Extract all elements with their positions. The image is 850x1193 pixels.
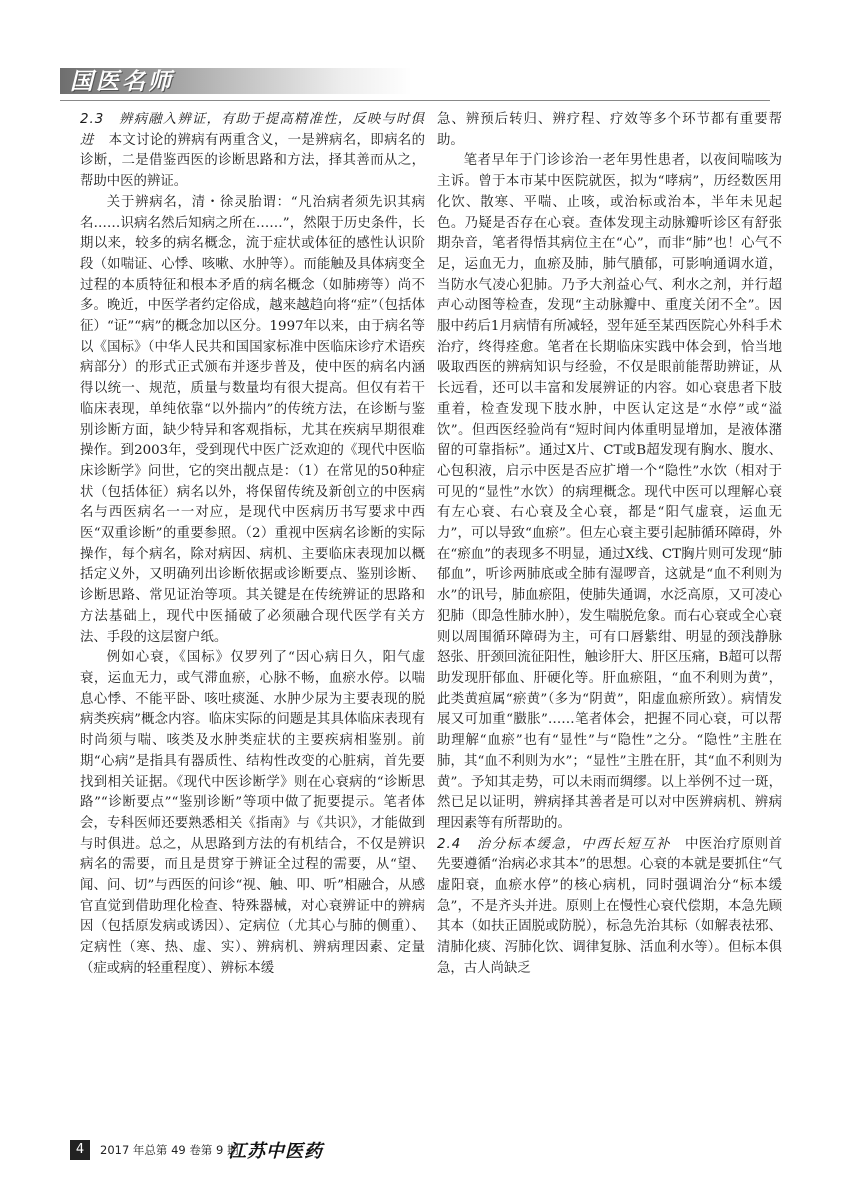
paragraph-2-3 [80, 110, 425, 193]
section-title: 国医名师 [70, 69, 174, 95]
page-number: 4 [70, 1140, 90, 1160]
section-2-3-heading: 2.3 辨病融入辨证，有助于提高精准性，反映与时俱进 [80, 112, 425, 148]
right-column [437, 110, 782, 980]
paragraph: 笔者早年于门诊诊治一老年男性患者，以夜间喘咳为主诉。曾于本市某中医院就医，拟为“哮病”，历经数医用化饮、散寒、平喘、止咳，或治标或治本，半年未见起色。乃疑是否存在心衰。查体发现主动脉瓣听诊区有舒张期杂音，笔者得悟其病位主在“心”，而非“肺”也！心气不足，运血无力，血瘀及肺，肺气膹郁，可影响通调水道，当防水气凌心犯肺。乃予大剂益心气、利水之剂，并行超声心动图等检查，发现“主动脉瓣中、重度关闭不全”。因服中药后1月病情有所减轻，翌年延至某西医院心外科手术治疗，终得痊愈。笔者在长期临床实践中体会到，恰当地吸取西医的辨病知识与经验，不仅是眼前能帮助辨证，从长远看，还可以丰富和发展辨证的内容。如心衰患者下肢重着，检查发现下肢水肿，中医认定这是“水停”或“溢饮”。但西医经验尚有“短时间内体重明显增加，是液体潴留的可靠指标”。通过X片、CT或B超发现有胸水、腹水、心包积液，启示中医是否应扩增一个“隐性”水饮（相对于可见的“显性”水饮）的病理概念。现代中医可以理解心衰有左心衰、右心衰及全心衰，都是“阳气虚衰，运血无力”，可以导致“血瘀”。但左心衰主要引起肺循环障碍，外在“瘀血”的表现多不明显，通过X线、CT胸片则可发现“肺郁血”，听诊两肺底或全肺有湿啰音，这就是“血不利则为水”的讯号，肺血瘀阻，使肺失通调，水泛高原，又可凌心犯肺（即急性肺水肿），发生喘脱危象。而右心衰或全心衰则以周围循环障碍为主，可有口唇紫绀、明显的颈浅静脉怒张、肝颈回流征阳性，触诊肝大、肝区压痛，B超可以帮助发现肝郁血、肝硬化等。肝血瘀阻，“血不利则为黄”，此类黄疸属“瘀黄”（多为“阴黄”，阳虚血瘀所致）。病情发展又可加重“臌胀”……笔者体会，把握不同心衰，可以帮助理解“血瘀”也有“显性”与“隐性”之分。“隐性”主胜在肺，其“血不利则为水”；“显性”主胜在肝，其“血不利则为黄”。予知其走势，可以未雨而绸缪。以上举例不过一斑，然已足以证明，辨病择其善者是可以对中医辨病机、辨病理因素等有所帮助的。 [437, 153, 782, 831]
page-footer [60, 1137, 780, 1163]
journal-name: 江苏中医药 [228, 1141, 323, 1162]
paragraph-2-4 [437, 835, 782, 980]
paragraph-text: 本文讨论的辨病有两重含义，一是辨病名，即病名的诊断，二是借鉴西医的诊断思路和方法，择其善而从之，帮助中医的辨证。 [80, 132, 426, 190]
header-divider [60, 100, 770, 101]
paragraph: 关于辨病名，清・徐灵胎谓：“凡治病者须先识其病名……识病名然后知病之所在……”，然限于历史条件，长期以来，较多的病名概念，流于症状或体征的感性认识阶段（如喘证、心悸、咳嗽、水肿等）。而能触及具体病变全过程的本质特征和根本矛盾的病名概念（如肺痨等）尚不多。晚近，中医学者约定俗成，越来越趋向将“症”（包括体征）“证”“病”的概念加以区分。1997年以来，由于病名等以《国标》（中华人民共和国国家标准中医临床诊疗术语疾病部分）的形式正式颁布并逐步普及，使中医的病名内涵得以统一、规范，质量与数量均有很大提高。但仅有若干临床表现，单纯依靠“以外揣内”的传统方法，在诊断与鉴别诊断方面，缺少特异和客观指标，尤其在疾病早期很难操作。到2003年，受到现代中医广泛欢迎的《现代中医临床诊断学》问世，它的突出靓点是：（1）在常见的50种症状（包括体征）病名以外，将保留传统及新创立的中医病名与西医病名一一对应，是现代中医病历书写要求中西医“双重诊断”的重要参照。（2）重视中医病名诊断的实际操作，每个病名，除对病因、病机、主要临床表现加以概括定义外，又明确列出诊断依据或诊断要点、鉴别诊断、诊断思路、常见证治等项。其关键是在传统辨证的思路和方法基础上，现代中医捅破了必须融合现代医学有关方法、手段的这层窗户纸。 [80, 194, 425, 645]
issue-info: 2017 年总第 49 卷第 9 期 [100, 1143, 239, 1157]
left-column [80, 110, 425, 980]
paragraph: 例如心衰，《国标》仅罗列了“因心病日久，阳气虚衰，运血无力，或气滞血瘀，心脉不畅，血瘀水停。以喘息心悸、不能平卧、咳吐痰涎、水肿少尿为主要表现的脱病类疾病”概念内容。临床实际的问题是其具体临床表现有时尚须与喘、咳类及水肿类症状的主要疾病相鉴别。前期“心病”是指具有器质性、结构性改变的心脏病，首先要找到相关证据。《现代中医诊断学》则在心衰病的“诊断思路”“诊断要点”“鉴别诊断”等项中做了扼要提示。笔者体会，专科医师还要熟悉相关《指南》与《共识》，才能做到与时俱进。总之，从思路到方法的有机结合，不仅是辨识病名的需要，而且是贯穿于辨证全过程的需要，从“望、闻、问、切”与西医的问诊“视、触、叩、听”相融合，从感官直觉到借助理化检查、特殊器械，对心衰辨证中的辨病因（包括原发病或诱因）、定病位（尤其心与肺的侧重）、定病性（寒、热、虚、实）、辨病机、辨病理因素、定量（症或病的轻重程度）、辨标本缓 [80, 650, 425, 976]
section-2-4-heading: 2.4 治分标本缓急，中西长短互补 [437, 836, 672, 852]
paragraph: 急、辨预后转归、辨疗程、疗效等多个环节都有重要帮助。 [437, 112, 782, 148]
paragraph-text: 中医治疗原则首先要遵循“治病必求其本”的思想。心衰的本就是要抓住“气虚阳衰，血瘀水停”的核心病机，同时强调治分“标本缓急”，不是齐头并进。原则上在慢性心衰代偿期，本急先顾其本（如扶正固脱或防脱），标急先治其标（如解表祛邪、清肺化痰、泻肺化饮、调律复脉、活血利水等）。但标本俱急，古人尚缺乏 [437, 836, 783, 976]
